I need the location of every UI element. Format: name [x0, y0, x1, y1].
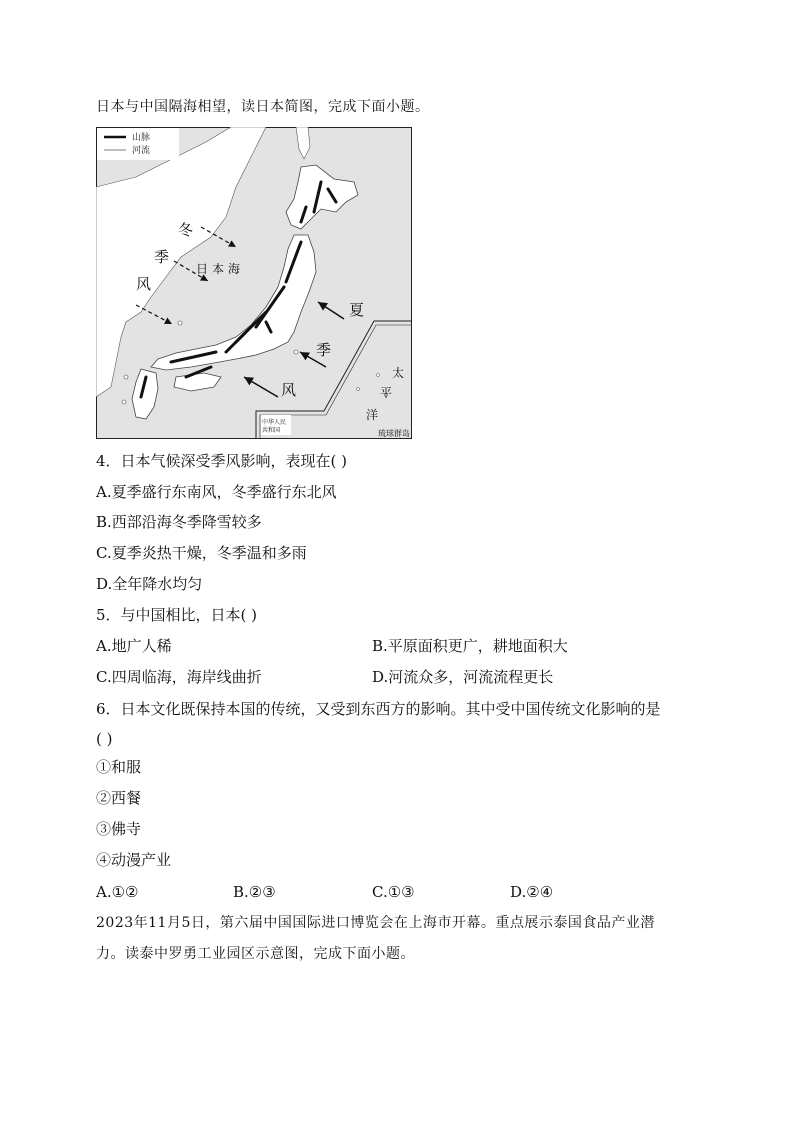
q6-item-1: ①和服	[96, 758, 142, 776]
q5-option-d[interactable]: D.河流众多，河流流程更长	[372, 668, 554, 686]
winter-char-2: 季	[154, 248, 170, 266]
q6-option-d[interactable]: D.②④	[510, 883, 554, 901]
sea-label: 日本海	[196, 262, 245, 276]
legend-river: 河流	[132, 146, 151, 156]
q4-option-d[interactable]: D.全年降水均匀	[96, 575, 203, 593]
japan-map	[96, 127, 412, 439]
legend-mountain: 山脉	[132, 133, 151, 143]
q4-option-c[interactable]: C.夏季炎热干燥，冬季温和多雨	[96, 544, 307, 562]
summer-char-1: 夏	[349, 301, 365, 319]
q6-stem: 6．日本文化既保持本国的传统，又受到东西方的影响。其中受中国传统文化影响的是	[96, 700, 661, 718]
q6-stem-cont: ( )	[96, 730, 113, 748]
q6-item-2: ②西餐	[96, 789, 142, 807]
pacific-char-2: 平	[380, 386, 393, 400]
intro-text-japan: 日本与中国隔海相望，读日本简图，完成下面小题。	[96, 99, 430, 115]
intro-text-thailand-2: 力。读泰中罗勇工业园区示意图，完成下面小题。	[96, 946, 415, 962]
pacific-char-1: 太	[392, 366, 405, 380]
q4-option-a[interactable]: A.夏季盛行东南风，冬季盛行东北风	[96, 483, 337, 501]
summer-char-2: 季	[316, 341, 332, 359]
summer-char-3: 风	[281, 381, 297, 399]
q6-item-4: ④动漫产业	[96, 851, 172, 869]
q4-option-b[interactable]: B.西部沿海冬季降雪较多	[96, 513, 262, 531]
winter-char-1: 冬	[178, 221, 194, 239]
pacific-char-3: 洋	[366, 408, 379, 422]
inset-label: 琉球群岛	[378, 429, 410, 438]
q5-stem: 5．与中国相比，日本( )	[96, 606, 258, 624]
q5-option-a[interactable]: A.地广人稀	[96, 637, 172, 655]
q5-option-b[interactable]: B.平原面积更广，耕地面积大	[372, 637, 568, 655]
q6-option-c[interactable]: C.①③	[372, 883, 415, 901]
inset-country-1: 中华人民	[262, 419, 287, 426]
q5-option-c[interactable]: C.四周临海，海岸线曲折	[96, 668, 262, 686]
q6-item-3: ③佛寺	[96, 820, 142, 838]
q6-option-a[interactable]: A.①②	[96, 883, 139, 901]
inset-country-2: 共和国	[262, 427, 281, 434]
q6-option-b[interactable]: B.②③	[233, 883, 276, 901]
winter-char-3: 风	[136, 275, 152, 293]
intro-text-thailand-1: 2023年11月5日，第六届中国国际进口博览会在上海市开幕。重点展示泰国食品产业潜	[96, 915, 655, 931]
q4-stem: 4．日本气候深受季风影响，表现在( )	[96, 452, 348, 470]
